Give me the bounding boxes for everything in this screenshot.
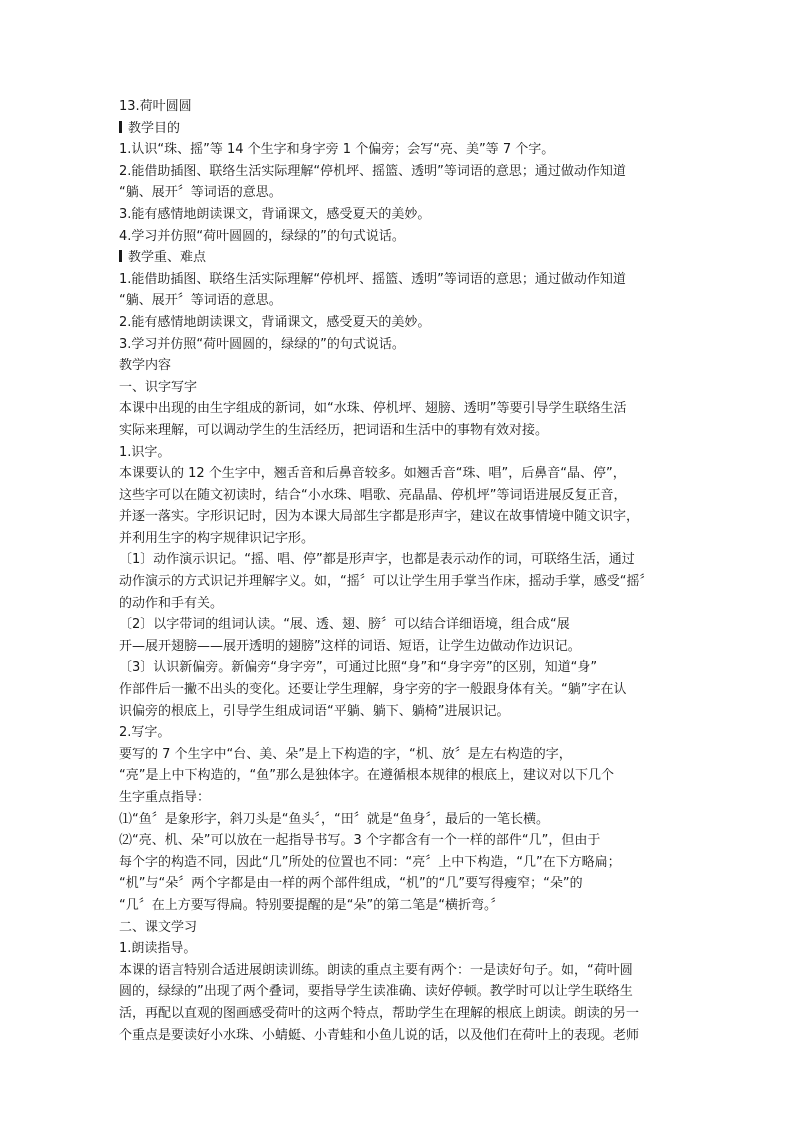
- section-heading: [119, 247, 681, 269]
- text-line: [119, 636, 681, 658]
- line-text: 二、课文学习: [119, 919, 198, 935]
- text-line: [119, 506, 681, 528]
- line-text: 本课要认的 12 个生字中，翘舌音和后鼻音较多。如翘舌音“珠、唱”，后鼻音“晶、停”，: [119, 466, 626, 482]
- text-line: [119, 485, 681, 507]
- line-text: 一、识字写字: [119, 379, 198, 395]
- text-line: [119, 420, 681, 442]
- text-line: [119, 960, 681, 982]
- line-text: 〔3〕认识新偏旁。新偏旁“身字旁”，可通过比照“身”和“身字旁”的区别，知道“身”: [119, 660, 598, 676]
- text-line: [119, 571, 681, 593]
- text-line: [119, 722, 681, 744]
- line-text: 要写的 7 个生字中“台、美、朵”是上下构造的字，“机、放〞是左右构造的字，: [119, 746, 572, 762]
- text-line: [119, 614, 681, 636]
- line-text: 这些字可以在随文初读时，结合“小水珠、唱歌、亮晶晶、停机坪”等词语进展反复正音，: [119, 487, 627, 503]
- text-line: [119, 528, 681, 550]
- line-text: 教学内容: [119, 358, 172, 374]
- text-line: [119, 873, 681, 895]
- line-text: “几〞在上方要写得扁。特别要提醒的是“朵”的第二笔是“横折弯。〞: [119, 897, 504, 913]
- text-line: [119, 549, 681, 571]
- line-text: 生字重点指导：: [119, 790, 211, 805]
- text-line: [119, 744, 681, 766]
- text-line: [119, 938, 681, 960]
- text-line: [119, 226, 681, 248]
- text-line: [119, 398, 681, 420]
- line-text: 教学重、难点: [128, 250, 207, 266]
- line-text: 3.能有感情地朗读课文，背诵课文，感受夏天的美妙。: [119, 206, 431, 222]
- heading-bar-icon: [119, 121, 122, 133]
- text-line: [119, 679, 681, 701]
- text-line: [119, 290, 681, 312]
- text-line: [119, 981, 681, 1003]
- text-line: [119, 917, 681, 939]
- text-line: [119, 334, 681, 356]
- line-text: 活，再配以直观的图画感受荷叶的这两个特点，帮助学生在理解的根底上朗读。朗读的另一: [119, 1005, 640, 1021]
- text-line: [119, 657, 681, 679]
- section-heading: [119, 118, 681, 140]
- line-text: 4.学习并仿照“荷叶圆圆的，绿绿的”的句式说话。: [119, 228, 405, 244]
- text-line: [119, 269, 681, 291]
- text-line: [119, 1003, 681, 1025]
- line-text: 个重点是要读好小水珠、小蜻蜓、小青蛙和小鱼儿说的话，以及他们在荷叶上的表现。老师: [119, 1027, 640, 1043]
- text-line: [119, 377, 681, 399]
- text-line: [119, 312, 681, 334]
- line-text: 1.认识“珠、摇”等 14 个生字和身字旁 1 个偏旁；会写“亮、美”等 7 个字。: [119, 142, 555, 158]
- line-text: 每个字的构造不同，因此“几”所处的位置也不同：“亮〞上中下构造，“几”在下方略扁；: [119, 854, 621, 870]
- line-text: 〔2〕以字带词的组词认读。“展、透、翅、膀〞可以结合详细语境，组合成“展: [119, 617, 570, 633]
- line-text: 13.荷叶圆圆: [119, 99, 192, 114]
- text-line: [119, 161, 681, 183]
- line-text: 实际来理解，可以调动学生的生活经历，把词语和生活中的事物有效对接。: [119, 422, 549, 438]
- text-line: [119, 204, 681, 226]
- text-line: [119, 809, 681, 831]
- document-body: [119, 96, 681, 1046]
- line-text: 圆的，绿绿的”出现了两个叠词，要指导学生读准确、读好停顿。教学时可以让学生联络生: [119, 984, 633, 1000]
- line-text: 教学目的: [128, 120, 181, 136]
- text-line: [119, 852, 681, 874]
- line-text: “机”与“朵〞两个字都是由一样的两个部件组成，“机”的“几”要写得瘦窄；“朵”的: [119, 876, 583, 892]
- line-text: 并利用生字的构字规律识记字形。: [119, 530, 315, 546]
- line-text: 2.能借助插图、联络生活实际理解“停机坪、摇篮、透明”等词语的意思；通过做动作知道: [119, 163, 626, 179]
- text-line: [119, 593, 681, 615]
- line-text: 作部件后一撇不出头的变化。还要让学生理解，身字旁的字一般跟身体有关。“躺”字在认: [119, 682, 627, 698]
- line-text: 识偏旁的根底上，引导学生组成词语“平躺、躺下、躺椅”进展识记。: [119, 703, 510, 719]
- line-text: 并逐一落实。字形识记时，因为本课大局部生字都是形声字，建议在故事情境中随文识字，: [119, 509, 640, 525]
- text-line: [119, 765, 681, 787]
- line-text: “躺、展开〞等词语的意思。: [119, 293, 282, 309]
- text-line: [119, 355, 681, 377]
- line-text: 3.学习并仿照“荷叶圆圆的，绿绿的”的句式说话。: [119, 336, 405, 352]
- heading-bar-icon: [119, 250, 122, 262]
- line-text: 2.能有感情地朗读课文，背诵课文，感受夏天的美妙。: [119, 314, 431, 330]
- text-line: [119, 442, 681, 464]
- text-line: [119, 1025, 681, 1047]
- text-line: [119, 830, 681, 852]
- line-text: 本课中出现的由生字组成的新词，如“水珠、停机坪、翅膀、透明”等要引导学生联络生活: [119, 401, 627, 417]
- text-line: [119, 182, 681, 204]
- line-text: ⑵“亮、机、朵”可以放在一起指导书写。3 个字都含有一个一样的部件“几”，但由于: [119, 833, 601, 849]
- line-text: 1.能借助插图、联络生活实际理解“停机坪、摇篮、透明”等词语的意思；通过做动作知道: [119, 271, 626, 287]
- line-text: 的动作和手有关。: [119, 595, 224, 611]
- line-text: “躺、展开〞等词语的意思。: [119, 185, 282, 201]
- text-line: [119, 787, 681, 809]
- text-line: [119, 701, 681, 723]
- line-text: 1.识字。: [119, 444, 171, 460]
- line-text: 〔1〕动作演示识记。“摇、唱、停”都是形声字，也都是表示动作的词，可联络生活，通过: [119, 552, 635, 568]
- text-line: [119, 96, 681, 118]
- line-text: ⑴“鱼〞是象形字，斜刀头是“鱼头〞，“田〞就是“鱼身〞，最后的一笔长横。: [119, 811, 549, 827]
- text-line: [119, 139, 681, 161]
- line-text: 开—展开翅膀——展开透明的翅膀”这样的词语、短语，让学生边做动作边识记。: [119, 638, 581, 654]
- line-text: 本课的语言特别合适进展朗读训练。朗读的重点主要有两个：一是读好句子。如，“荷叶圆: [119, 962, 633, 978]
- line-text: “亮”是上中下构造的，“鱼”那么是独体字。在遵循根本规律的根底上，建议对以下几个: [119, 768, 614, 784]
- text-line: [119, 463, 681, 485]
- line-text: 动作演示的方式识记并理解字义。如，“摇〞可以让学生用手掌当作床，摇动手掌，感受“摇〞: [119, 574, 653, 590]
- line-text: 2.写字。: [119, 725, 171, 741]
- line-text: 1.朗读指导。: [119, 941, 197, 957]
- text-line: [119, 895, 681, 917]
